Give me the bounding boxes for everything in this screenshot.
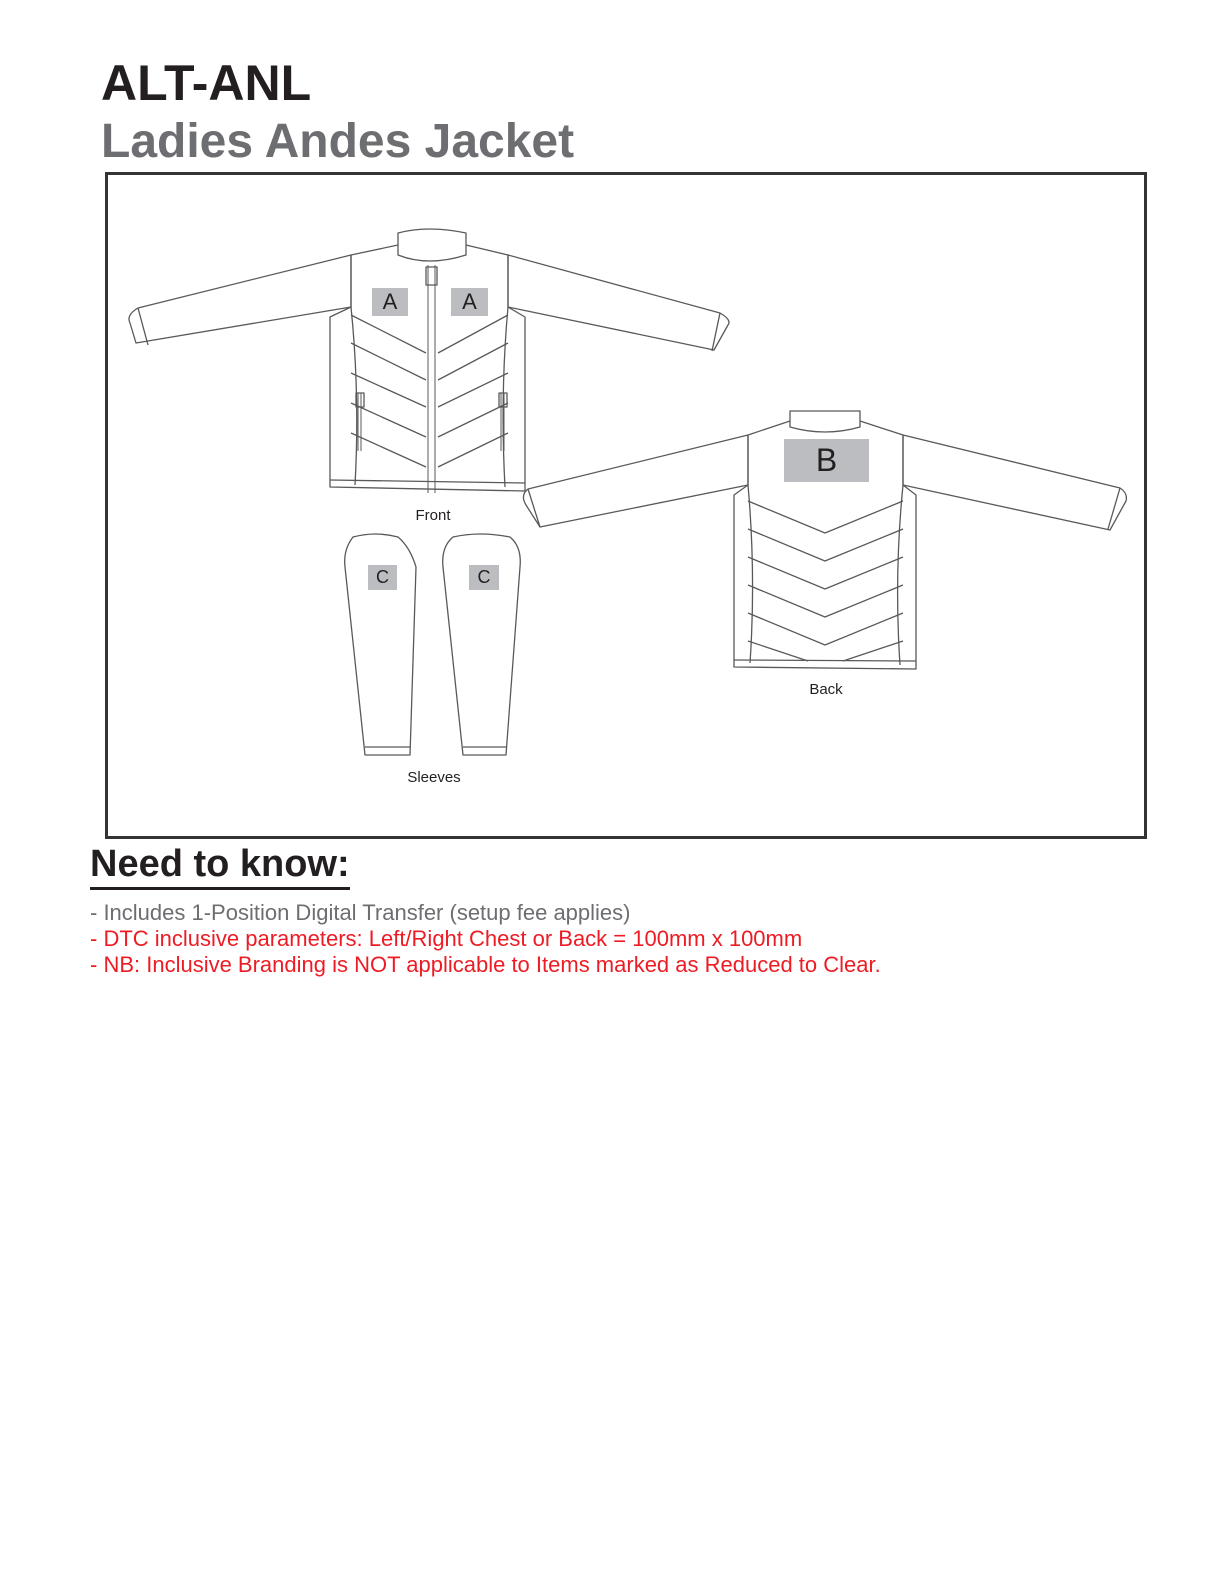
front-jacket-drawing: [129, 229, 729, 493]
back-right-sleeve: [903, 435, 1126, 530]
zone-left-chest: A: [372, 288, 408, 316]
list-item: - NB: Inclusive Branding is NOT applicable to Items marked as Reduced to Clear.: [90, 952, 881, 977]
zone-right-chest: A: [451, 288, 488, 316]
jacket-diagram: [108, 175, 1144, 836]
list-item: - Includes 1-Position Digital Transfer (setup fee applies): [90, 900, 631, 925]
product-name: Ladies Andes Jacket: [101, 115, 575, 168]
zone-back: B: [784, 439, 869, 482]
front-collar: [398, 229, 466, 261]
back-left-sleeve: [523, 435, 748, 527]
zone-left-sleeve: C: [368, 565, 397, 590]
zone-right-sleeve: C: [469, 565, 499, 590]
product-code: ALT-ANL: [101, 55, 312, 111]
branding-diagram-frame: [105, 172, 1147, 839]
need-to-know-heading: Need to know:: [90, 844, 350, 890]
back-view-label: Back: [809, 681, 843, 698]
back-collar: [790, 411, 860, 432]
front-right-sleeve: [508, 255, 729, 350]
need-to-know-list: [90, 900, 881, 978]
front-view-label: Front: [415, 507, 451, 524]
sleeves-view-label: Sleeves: [407, 769, 461, 786]
front-left-sleeve: [129, 255, 351, 343]
list-item: - DTC inclusive parameters: Left/Right Chest or Back = 100mm x 100mm: [90, 926, 803, 951]
